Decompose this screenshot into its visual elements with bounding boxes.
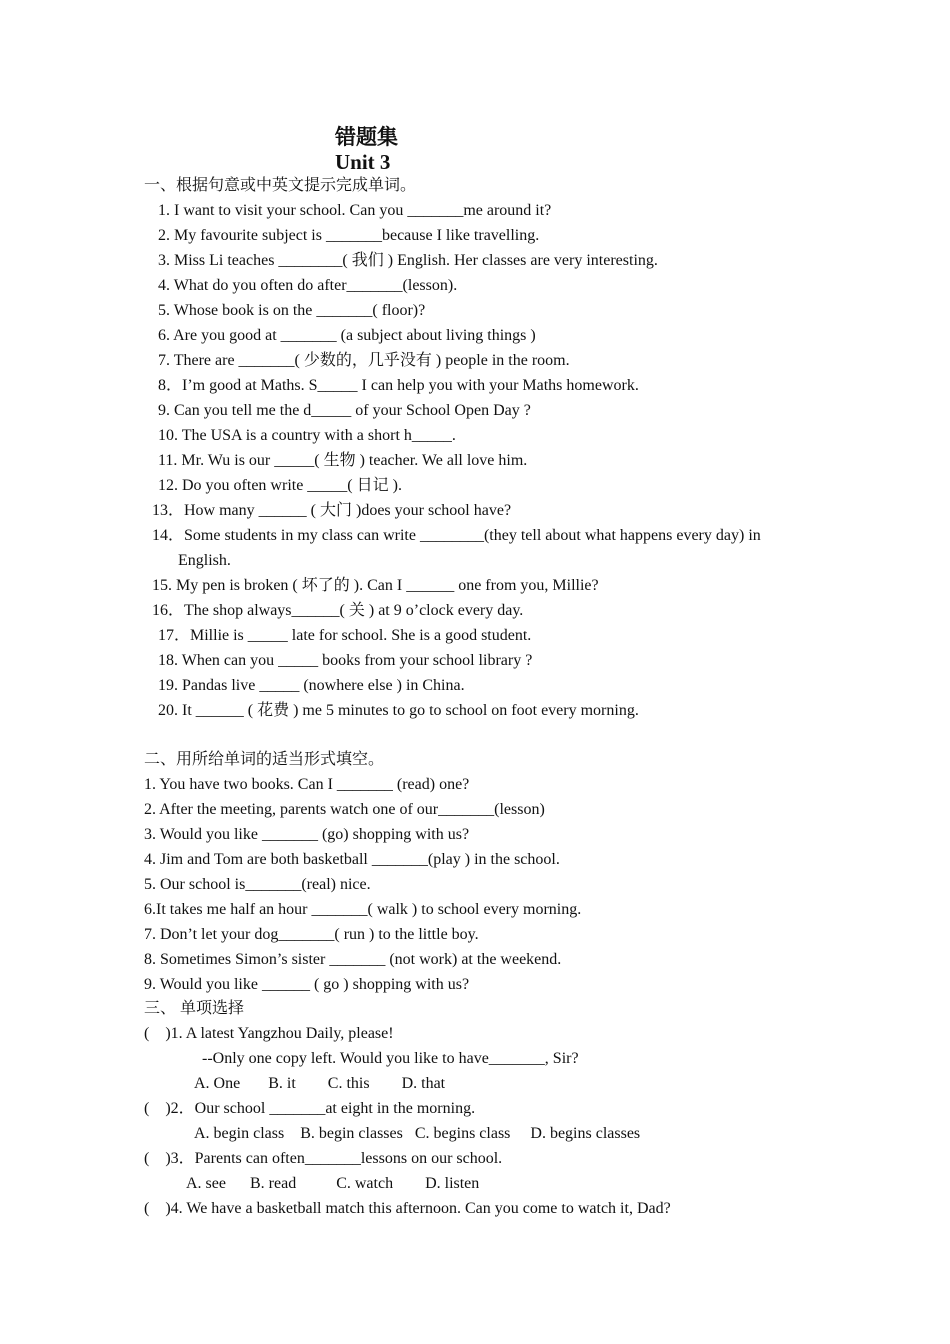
section3-heading: 三、 单项选择: [144, 1000, 245, 1017]
s1-item-14: [152, 523, 812, 573]
s3-question-4: ( )4. We have a basketball match this afternoon. Can you come to watch it, Dad?: [144, 1200, 671, 1217]
s3-question-2-options: A. begin class B. begin classes C. begins class D. begins classes: [194, 1125, 641, 1142]
s3-question-2: ( )2．Our school _______at eight in the morning.: [144, 1100, 476, 1117]
s2-item-8: 8. Sometimes Simon’s sister _______ (not work) at the weekend.: [144, 951, 562, 968]
s2-item-4: 4. Jim and Tom are both basketball _______(play ) in the school.: [144, 851, 560, 868]
section1-heading: 一、根据句意或中英文提示完成单词。: [144, 177, 417, 194]
s1-item-4: 4. What do you often do after_______(lesson).: [158, 277, 458, 294]
s2-item-1: 1. You have two books. Can I _______ (read) one?: [144, 776, 470, 793]
s1-item-14-text: 14．Some students in my class can write ________(they tell about what happens every day) in English.: [152, 527, 761, 569]
s1-item-5: 5. Whose book is on the _______( floor)?: [158, 302, 426, 319]
s1-item-7: 7. There are _______( 少数的，几乎没有 ) people in the room.: [158, 352, 570, 369]
s1-item-1: 1. I want to visit your school. Can you _______me around it?: [158, 202, 552, 219]
page-title: 错题集: [335, 125, 398, 149]
s1-item-18: 18. When can you _____ books from your school library ?: [158, 652, 533, 669]
s1-item-19: 19. Pandas live _____ (nowhere else ) in China.: [158, 677, 465, 694]
s3-question-3: ( )3．Parents can often_______lessons on our school.: [144, 1150, 503, 1167]
s3-question-1: ( )1. A latest Yangzhou Daily, please!: [144, 1025, 394, 1042]
section2-heading: 二、用所给单词的适当形式填空。: [144, 751, 385, 768]
s1-item-3: 3. Miss Li teaches ________( 我们 ) English. Her classes are very interesting.: [158, 252, 658, 269]
s1-item-6: 6. Are you good at _______ (a subject about living things ): [158, 327, 536, 344]
s2-item-2: 2. After the meeting, parents watch one of our_______(lesson): [144, 801, 545, 818]
s1-item-13: 13．How many ______ ( 大门 )does your school have?: [152, 502, 512, 519]
unit-title: Unit 3: [335, 150, 391, 174]
s1-item-12: 12. Do you often write _____( 日记 ).: [158, 477, 402, 494]
s1-item-15: 15. My pen is broken ( 坏了的 ). Can I ______ one from you, Millie?: [152, 577, 599, 594]
s3-question-1-reply: --Only one copy left. Would you like to have_______, Sir?: [202, 1050, 579, 1067]
s2-item-7: 7. Don’t let your dog_______( run ) to the little boy.: [144, 926, 479, 943]
s2-item-9: 9. Would you like ______ ( go ) shopping with us?: [144, 976, 470, 993]
s1-item-10: 10. The USA is a country with a short h_____.: [158, 427, 456, 444]
s1-item-20: 20. It ______ ( 花费 ) me 5 minutes to go to school on foot every morning.: [158, 702, 639, 719]
s3-question-1-options: A. One B. it C. this D. that: [194, 1075, 446, 1092]
s1-item-2: 2. My favourite subject is _______because I like travelling.: [158, 227, 540, 244]
s1-item-11: 11. Mr. Wu is our _____( 生物 ) teacher. We all love him.: [158, 452, 528, 469]
s1-item-16: 16．The shop always______( 关 ) at 9 o’clock every day.: [152, 602, 524, 619]
s2-item-3: 3. Would you like _______ (go) shopping with us?: [144, 826, 470, 843]
s1-item-17: 17．Millie is _____ late for school. She is a good student.: [158, 627, 532, 644]
s1-item-8: 8．I’m good at Maths. S_____ I can help you with your Maths homework.: [158, 377, 639, 394]
s2-item-5: 5. Our school is_______(real) nice.: [144, 876, 371, 893]
s1-item-9: 9. Can you tell me the d_____ of your School Open Day ?: [158, 402, 531, 419]
s3-question-3-options: A. see B. read C. watch D. listen: [186, 1175, 480, 1192]
s2-item-6: 6.It takes me half an hour _______( walk ) to school every morning.: [144, 901, 582, 918]
